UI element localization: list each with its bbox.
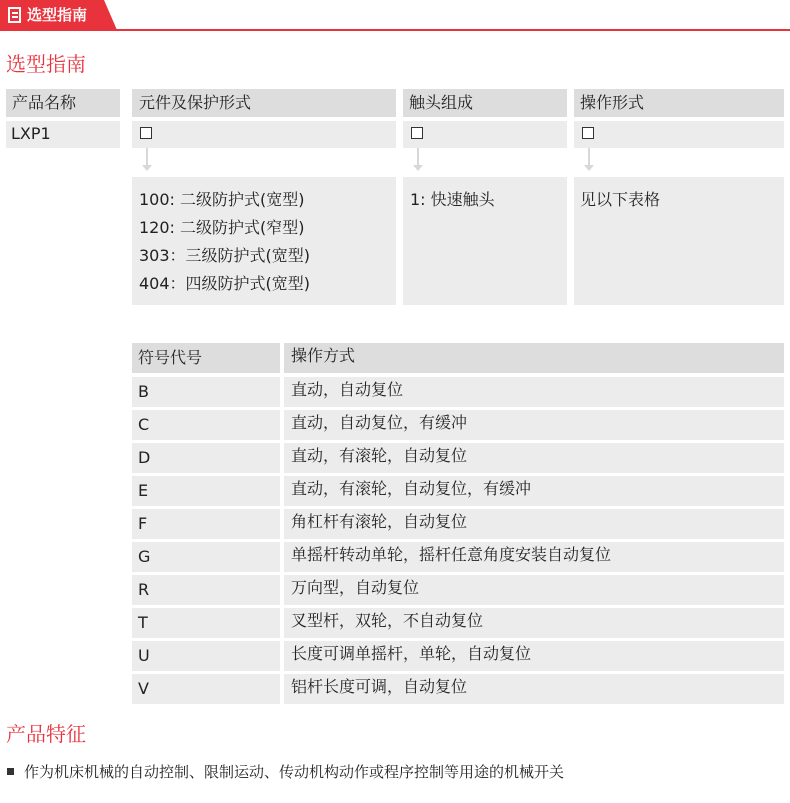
header-component-label: 元件及保护形式 [139,93,252,112]
component-code-box [140,127,152,139]
op-mode: 直动，有滚轮，自动复位，有缓冲 [291,479,532,498]
arrow-component-line [146,148,148,165]
arrow-operation-line [588,148,590,165]
table-row [132,410,784,440]
operation-option: 见以下表格 [580,190,661,209]
op-code: B [138,382,149,401]
op-code: V [138,679,149,698]
component-options-box [132,177,396,305]
op-table-header-code: 符号代号 [138,348,203,367]
op-mode: 叉型杆，双轮，不自动复位 [291,611,484,630]
table-row [132,443,784,473]
table-row [132,509,784,539]
feature-item: 作为机床机械的自动控制、限制运动、传动机构动作或程序控制等用途的机械开关 [24,763,565,781]
header-product-name [6,89,120,117]
header-component [132,89,396,117]
header-contact [403,89,567,117]
op-mode: 铝杆长度可调，自动复位 [291,677,468,696]
bullet-icon [7,768,14,775]
header-operation-label: 操作形式 [580,93,645,112]
operation-code-box [582,127,594,139]
op-table-header-mode: 操作方式 [291,346,356,365]
arrow-contact-line [417,148,419,165]
op-code: G [138,547,151,566]
component-option: 120: 二级防护式(窄型) [139,218,305,237]
op-table-header [132,343,784,373]
section-title-selection: 选型指南 [6,52,86,76]
op-code: D [138,448,151,467]
header-divider [0,29,790,31]
component-code-cell [132,121,396,148]
component-option: 303：三级防护式(宽型) [139,246,311,265]
op-code: C [138,415,150,434]
op-mode: 长度可调单摇杆，单轮，自动复位 [291,644,532,663]
component-option: 404：四级防护式(宽型) [139,274,311,293]
op-code: T [138,613,148,632]
table-row [132,674,784,704]
arrow-operation-icon [584,165,594,171]
model-cell [6,121,120,148]
op-code: F [138,514,148,533]
contact-option: 1: 快速触头 [410,190,495,209]
op-mode: 角杠杆有滚轮，自动复位 [291,512,468,531]
table-row [132,542,784,572]
op-mode: 直动，自动复位，有缓冲 [291,413,468,432]
contact-code-cell [403,121,567,148]
header-contact-label: 触头组成 [409,93,474,112]
op-code: E [138,481,149,500]
op-mode: 万向型，自动复位 [291,578,420,597]
contact-options-box [403,177,567,305]
operation-code-cell [574,121,784,148]
contact-code-box [411,127,423,139]
header-product-name-label: 产品名称 [12,93,77,112]
op-mode: 直动，有滚轮，自动复位 [291,446,468,465]
table-row [132,608,784,638]
arrow-contact-icon [413,165,423,171]
table-row [132,575,784,605]
model-name: LXP1 [11,124,51,143]
section-title-features: 产品特征 [6,722,86,746]
op-mode: 直动，自动复位 [291,380,404,399]
op-code: R [138,580,150,599]
document-icon [8,7,21,23]
tab-title: 选型指南 [27,6,88,24]
header-operation [574,89,784,117]
op-code: U [138,646,150,665]
table-row [132,377,784,407]
arrow-component-icon [142,165,152,171]
table-row [132,476,784,506]
table-row [132,641,784,671]
operation-options-box [574,177,784,305]
component-option: 100: 二级防护式(宽型) [139,190,305,209]
op-mode: 单摇杆转动单轮，摇杆任意角度安装自动复位 [291,545,612,564]
